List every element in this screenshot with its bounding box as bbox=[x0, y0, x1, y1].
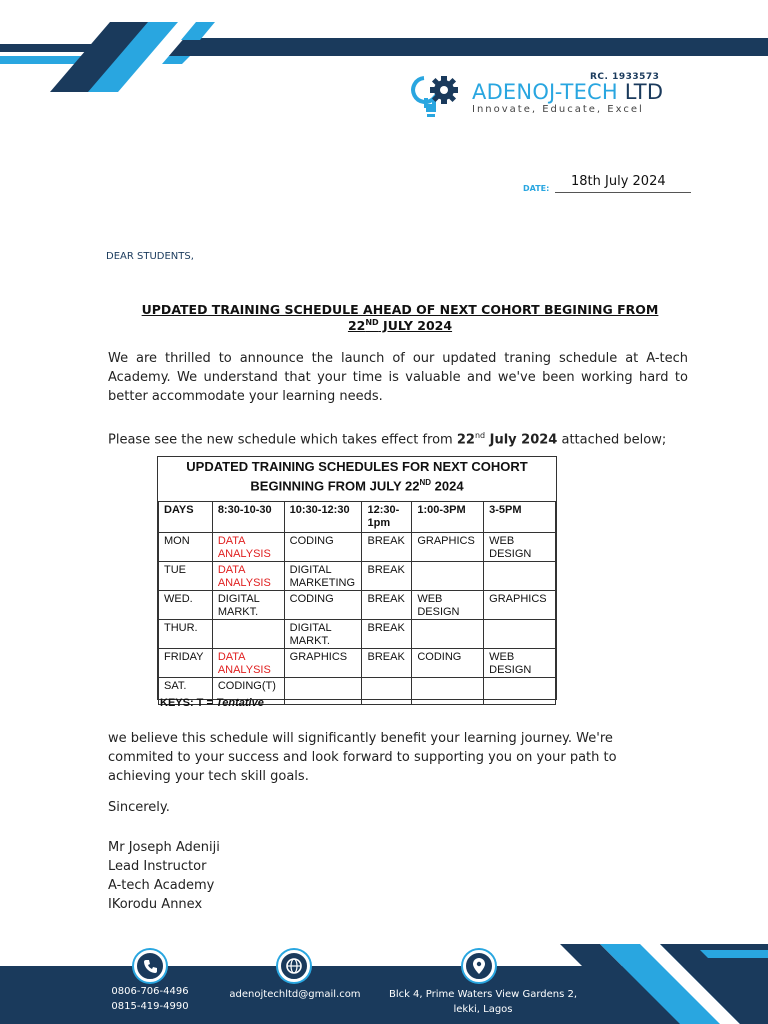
footer-address: Blck 4, Prime Waters View Gardens 2, lekki, Lagos bbox=[388, 989, 578, 1015]
schedule-cell bbox=[212, 620, 284, 649]
signer-title: Lead Instructor bbox=[108, 859, 207, 874]
date-label: DATE: bbox=[523, 184, 550, 193]
schedule-grid bbox=[158, 501, 556, 705]
schedule-header-cell: DAYS bbox=[159, 502, 213, 533]
schedule-header-cell: 10:30-12:30 bbox=[284, 502, 362, 533]
schedule-cell: WEB DESIGN bbox=[484, 649, 556, 678]
schedule-title: UPDATED TRAINING SCHEDULES FOR NEXT COHORT BEGINNING FROM JULY 22ND 2024 bbox=[186, 459, 528, 494]
schedule-day-cell: FRIDAY bbox=[159, 649, 213, 678]
schedule-cell: BREAK bbox=[362, 562, 412, 591]
schedule-keys: KEYS: T = Tentative bbox=[160, 697, 264, 709]
schedule-cell: GRAPHICS bbox=[484, 591, 556, 620]
schedule-cell bbox=[484, 562, 556, 591]
salutation: DEAR STUDENTS, bbox=[106, 251, 194, 262]
tagline: Innovate, Educate, Excel bbox=[472, 104, 644, 115]
schedule-row bbox=[159, 591, 556, 620]
schedule-cell bbox=[412, 562, 484, 591]
schedule-header-cell: 12:30-1pm bbox=[362, 502, 412, 533]
schedule-cell: CODING bbox=[412, 649, 484, 678]
schedule-day-cell: SAT. bbox=[159, 678, 213, 705]
intro-paragraph: We are thrilled to announce the launch of our updated traning schedule at A-tech Academy. We understand that your time is valuable and we've been working hard to better accommodate your learning needs. bbox=[108, 351, 688, 404]
footer-phones: 0806-706-4496 0815-419-4990 bbox=[111, 986, 189, 1012]
schedule-row bbox=[159, 562, 556, 591]
schedule-table bbox=[157, 456, 557, 700]
signer-location: IKorodu Annex bbox=[108, 897, 203, 912]
schedule-cell: BREAK bbox=[362, 620, 412, 649]
schedule-header-row bbox=[159, 502, 556, 533]
schedule-cell: BREAK bbox=[362, 533, 412, 562]
schedule-header-cell: 3-5PM bbox=[484, 502, 556, 533]
schedule-cell: CODING bbox=[284, 591, 362, 620]
schedule-day-cell: WED. bbox=[159, 591, 213, 620]
schedule-cell: DIGITAL MARKT. bbox=[284, 620, 362, 649]
signature-block bbox=[108, 838, 220, 914]
schedule-day-cell: TUE bbox=[159, 562, 213, 591]
schedule-cell bbox=[362, 678, 412, 705]
signer-name: Mr Joseph Adeniji bbox=[108, 840, 220, 855]
location-pin-icon bbox=[463, 950, 495, 982]
schedule-cell bbox=[484, 620, 556, 649]
schedule-cell: DIGITAL MARKT. bbox=[212, 591, 284, 620]
schedule-cell: BREAK bbox=[362, 591, 412, 620]
schedule-cell: BREAK bbox=[362, 649, 412, 678]
schedule-cell: GRAPHICS bbox=[284, 649, 362, 678]
date-value: 18th July 2024 bbox=[571, 174, 666, 189]
schedule-day-cell: THUR. bbox=[159, 620, 213, 649]
phone-icon bbox=[134, 950, 166, 982]
footer bbox=[0, 944, 768, 1024]
schedule-cell: CODING bbox=[284, 533, 362, 562]
company-logo bbox=[410, 70, 670, 122]
schedule-cell: WEB DESIGN bbox=[412, 591, 484, 620]
closing-paragraph: we believe this schedule will significantly benefit your learning journey. We're commited to your success and look forward to supporting you on your path to achieving your tech skill goals. bbox=[108, 731, 617, 784]
schedule-cell bbox=[484, 678, 556, 705]
schedule-cell: WEB DESIGN bbox=[484, 533, 556, 562]
schedule-row bbox=[159, 533, 556, 562]
globe-icon bbox=[278, 950, 310, 982]
schedule-header-cell: 8:30-10-30 bbox=[212, 502, 284, 533]
schedule-row bbox=[159, 649, 556, 678]
schedule-cell: DATA ANALYSIS bbox=[212, 533, 284, 562]
lightbulb-gear-icon bbox=[410, 72, 466, 122]
schedule-intro: Please see the new schedule which takes effect from 22nd July 2024 attached below; bbox=[108, 431, 667, 448]
date-underline bbox=[555, 192, 691, 193]
footer-email[interactable]: adenojtechltd@gmail.com bbox=[229, 989, 361, 1000]
schedule-row bbox=[159, 620, 556, 649]
date-field bbox=[523, 174, 693, 196]
schedule-day-cell: MON bbox=[159, 533, 213, 562]
schedule-cell: GRAPHICS bbox=[412, 533, 484, 562]
brand-suffix: LTD bbox=[624, 80, 664, 104]
schedule-header-cell: 1:00-3PM bbox=[412, 502, 484, 533]
schedule-cell: DATA ANALYSIS bbox=[212, 562, 284, 591]
schedule-cell: DIGITAL MARKETING bbox=[284, 562, 362, 591]
schedule-cell: DATA ANALYSIS bbox=[212, 649, 284, 678]
sincerely: Sincerely. bbox=[108, 800, 170, 815]
schedule-cell: CODING(T) bbox=[212, 678, 284, 705]
brand-name: ADENOJ-TECH LTD bbox=[472, 80, 664, 104]
schedule-cell bbox=[284, 678, 362, 705]
schedule-cell bbox=[412, 678, 484, 705]
signer-org: A-tech Academy bbox=[108, 878, 215, 893]
schedule-cell bbox=[412, 620, 484, 649]
letter-heading: UPDATED TRAINING SCHEDULE AHEAD OF NEXT COHORT BEGINING FROM 22ND JULY 2024 bbox=[141, 302, 659, 333]
rc-number: RC. 1933573 bbox=[590, 72, 660, 82]
